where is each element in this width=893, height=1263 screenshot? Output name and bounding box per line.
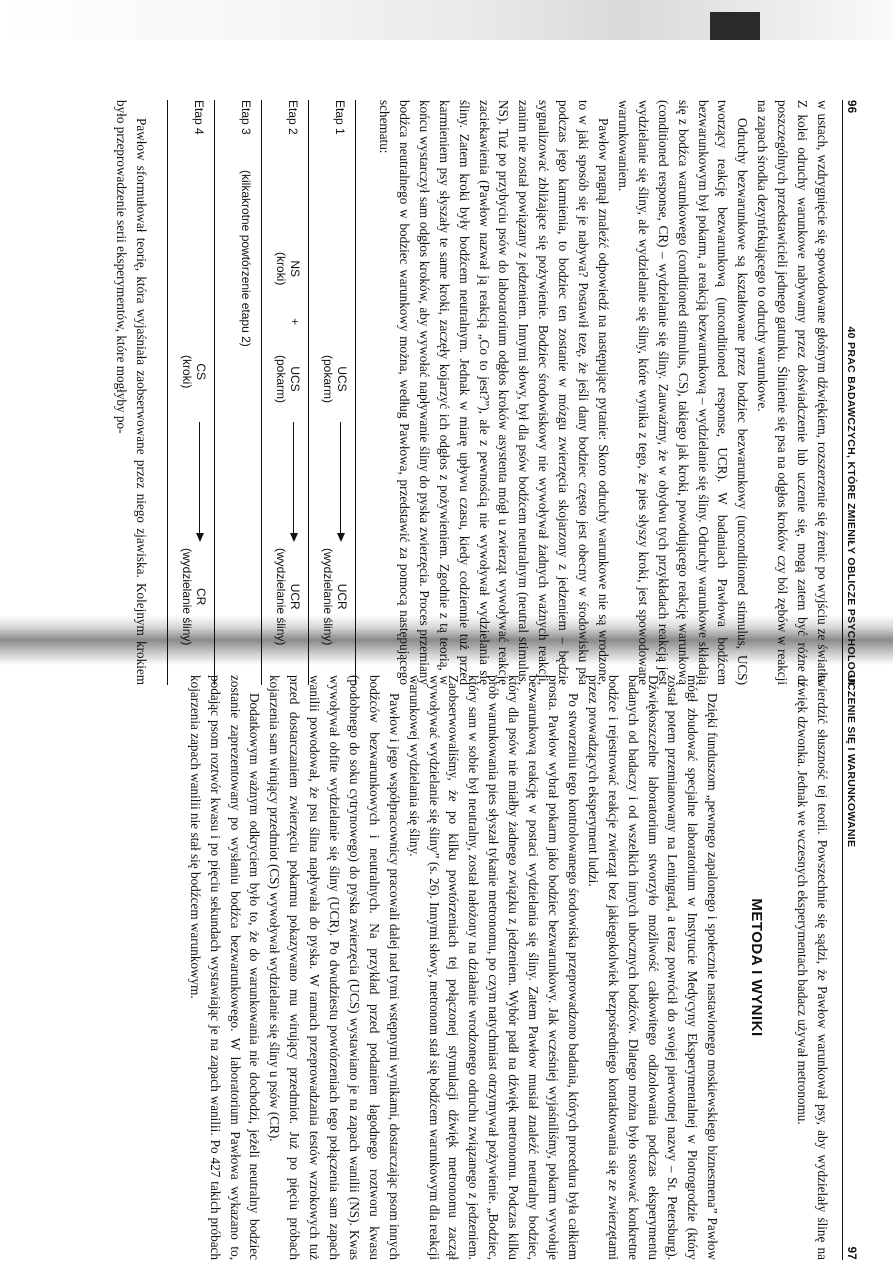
schema-stage-2 bbox=[261, 100, 308, 685]
page-number-right: 97 bbox=[845, 1246, 857, 1260]
section-heading: METODA I WYNIKI bbox=[748, 898, 766, 1037]
running-head-title-left: 40 PRAC BADAWCZYCH, KTÓRE ZMIENIŁY OBLICZE PSYCHOLOGII bbox=[845, 326, 857, 685]
paragraph: Dzięki funduszom „pewnego zapalonego i społecznie nastawionego moskiewskiego biznesmena” Pawłow mógł zbudować specjalne laboratorium w Instytucie Medycyny Eksperymentalnej w Piotrogrodzie (który został potem przemianowany na Leningrad, a teraz powrócił do swojej pierwotnej nazwy – St. Petersburg). Dźwiękoszczelne laboratorium stworzyło możliwość całkowitego odizolowania podczas eksperymentu badanych od badaczy i od wszelkich innych ubocznych bodźców. Dlatego można było stosować konkretne bodźce i rejestrować reakcje zwierząt bez jakiegokolwiek bezpośredniego kontaktowania się ze zwierzętami przez prowadzących eksperyment ludzi. bbox=[585, 675, 721, 1260]
ucs-label: UCS bbox=[335, 366, 350, 392]
stage-label: Etap 2 bbox=[286, 100, 301, 135]
paragraph: Pawłow i jego współpracownicy pracowali dalej nad tymi wstępnymi wynikami, dostarczając psom innych bodźców bezwarunkowych i neutralnych. Na przykład przed podaniem łagodnego roztworu kwasu (podobnego do soku cytrynowego) do pyska zwierzęcia (UCS) wystawiano je na zapach wanilii (NS). Kwas wywoływał obfite wydzielanie się śliny (UCR). Po dwudziestu powtórzeniach tego połączenia sam zapach wanilii powodował, że psu ślina napływała do pyska. W ramach przeprowadzania testów wzrokowych tuż przed dostarczaniem zwierzęciu pokarmu pokazywano mu wirujący przedmiot. Już po pięciu próbach kojarzenia sam wirujący przedmiot (CS) wywoływał wydzielanie się śliny u psów (CR). bbox=[267, 675, 402, 1260]
cr-label: CR bbox=[194, 588, 209, 606]
book-page-96 bbox=[114, 100, 860, 685]
paragraph: Dodatkowym ważnym odkryciem było to, że do warunkowania nie dochodzi, jeżeli neutralny bodziec zostanie zaprezentowany po wysłaniu bodźca bezwarunkowego. W laboratorium Pawłowa wykazano to, podając psom roztwór kwasu i po pięciu sekundach wystawiając je na zapach wanilii. Po 427 takich próbach kojarzenia zapach wanilii nie stał się bodźcem warunkowym. bbox=[187, 675, 263, 1260]
schema-stage-1 bbox=[308, 100, 356, 685]
plus-sign: + bbox=[288, 318, 303, 326]
cr-cell bbox=[180, 548, 208, 645]
scan-dark-mark bbox=[710, 12, 760, 40]
schema-stage-3 bbox=[214, 100, 261, 685]
stage-note: (kilkakrotne powtórzenie etapu 2) bbox=[239, 170, 254, 347]
ucr-sub: (wydzielanie śliny) bbox=[274, 548, 289, 646]
paragraph: Pawłow pragnął znaleźć odpowiedź na następujące pytanie: Skoro odruchy warunkowe nie są wrodzone, to w jaki sposób się je nabywa? Postawił tezę, że jeśli dany bodziec często jest obecny w środowisku psa podczas jego karmienia, to bodziec ten zostanie w mózgu zwierzęcia skojarzony z jedzeniem – będzie sygnalizować zbliżające się pożywienie. Bodziec środowiskowy nie wywoływał żadnych ważnych reakcji, zanim nie został powiązany z jedzeniem. Innymi słowy, był dla psów bodźcem neutralnym (neutral stimulus, NS). Tuż po przybyciu psów do laboratorium odgłos kroków asystenta mógł u zwierząt wywoływać reakcję zaciekawienia (Pawłow nazwał ją reakcją „Co to jest?”), ale z pewnością nie wywoływał wydzielania się śliny. Zatem kroki były bodźcem neutralnym. Jednak w miarę upływu czasu, kiedy codziennie tuż przed karmieniem psy słyszały te same kroki, zaczęły kojarzyć ich odgłos z pożywieniem. Zgodnie z tą teorią, w końcu wystarczył sam odgłos kroków, aby wywołać napływanie śliny do pyska zwierzęcia. Proces przemiany bodźca neutralnego w bodziec warunkowy można, według Pawłowa, przedstawić za pomocą następującego schematu: bbox=[377, 100, 612, 685]
ucs-label: UCS bbox=[288, 366, 303, 392]
paragraph: Odruchy bezwarunkowe są kształtowane przez bodziec bezwarunkowy (unconditioned stimulus, UCS) tworzący reakcję bezwarunkową (unconditioned response, UCR). W badaniach Pawłowa bodźcem bezwarunkowym był pokarm, a reakcją bezwarunkową – wydzielanie się śliny. Odruchy warunkowe składają się z bodźca warunkowego (conditioned stimulus, CS), takiego jak kroki, powodującego reakcję warunkową (conditioned response, CR) – wydzielanie się śliny. Zauważmy, że w obydwu tych przykładach reakcją jest wydzielanie się śliny, ale wydzielanie się śliny, które wynika z tego, że pies słyszy kroki, jest spowodowane warunkowaniem. bbox=[615, 100, 751, 685]
paragraph: w ustach, wzdrygnięcie się spowodowane głośnym dźwiękiem, rozszerzenie się źrenic po wyjściu ze światła. Z kolei odruchy warunkowe nabywamy przez doświadczenie lub uczenie się, mogą zatem być różne u poszczególnych przedstawicieli jednego gatunku. Ślinienie się psa na odgłos kroków czy ból zębów w reakcji na zapach środka dezynfekującego to odruchy warunkowe. bbox=[755, 100, 830, 685]
cr-sub: (wydzielanie śliny) bbox=[180, 548, 195, 646]
cs-cell bbox=[180, 355, 208, 388]
page-number-left: 96 bbox=[845, 100, 857, 114]
stage-label: Etap 4 bbox=[192, 100, 207, 135]
ucs-cell bbox=[321, 355, 349, 403]
ucs-cell bbox=[274, 355, 302, 403]
ns-label: NS bbox=[288, 260, 303, 277]
ucs-sub: (pokarm) bbox=[321, 355, 336, 404]
arrow-icon bbox=[340, 422, 341, 540]
stage-label: Etap 1 bbox=[333, 100, 348, 135]
cs-sub: (kroki) bbox=[180, 355, 195, 389]
ns-cell bbox=[274, 252, 302, 285]
ucs-sub: (pokarm) bbox=[274, 355, 289, 404]
paragraph: Po stworzeniu tego kontrolowanego środowiska przeprowadzono badania, których procedura była całkiem prosta. Pawłow wybrał pokarm jako bodziec bezwarunkowy. Jak wcześniej wyjaśniliśmy, pokarm wywołuje bezwarunkową reakcję w postaci wydzielania się śliny. Zatem Pawłow musiał znaleźć neutralny bodziec, który dla psów nie miałby żadnego związku z jedzeniem. Wybór padł na dźwięk metronomu. Podczas kilku prób warunkowania pies słyszał tykanie metronomu, po czym natychmiast otrzymywał pożywienie. „Bodziec, który sam w sobie był neutralny, został nałożony na działanie wrodzonego odruchu związanego z jedzeniem. Zaobserwowaliśmy, że po kilku powtórzeniach tej połączonej stymulacji dźwięk metronomu zaczął wywoływać wydzielanie się śliny” (s. 26). Innymi słowy, metronom stał się bodźcem warunkowym dla reakcji warunkowej wydzielania się śliny. bbox=[406, 675, 581, 1260]
ucr-label: UCR bbox=[288, 583, 303, 610]
ucr-sub: (wydzielanie śliny) bbox=[321, 548, 336, 646]
ns-sub: (kroki) bbox=[274, 252, 289, 286]
arrow-icon bbox=[293, 422, 294, 540]
conditioning-schema bbox=[167, 100, 356, 685]
ucr-cell bbox=[274, 548, 302, 645]
running-head-title-right: UCZENIE SIĘ I WARUNKOWANIE bbox=[845, 675, 857, 848]
paragraph: Pawłow sformułował teorię, która wyjaśniała zaobserwowane przez niego zjawiska. Kolejnym krokiem było przeprowadzenie serii eksperymentów, które mogłyby po- bbox=[114, 100, 150, 685]
schema-stage-4 bbox=[167, 100, 214, 685]
paragraph: twierdzić słuszność tej teorii. Powszechnie się sądzi, że Pawłow warunkował psy, aby wydzielały ślinę na dźwięk dzwonka. Jednak we wczesnych eksperymentach badacz używał metronomu. bbox=[795, 675, 830, 1260]
running-head-right bbox=[842, 675, 860, 1260]
ucr-label: UCR bbox=[335, 583, 350, 610]
arrow-icon bbox=[199, 422, 200, 540]
cs-label: CS bbox=[194, 363, 209, 380]
book-page-97 bbox=[130, 675, 860, 1260]
ucr-cell bbox=[321, 548, 349, 645]
running-head-left bbox=[842, 100, 860, 685]
stage-label: Etap 3 bbox=[239, 100, 254, 135]
